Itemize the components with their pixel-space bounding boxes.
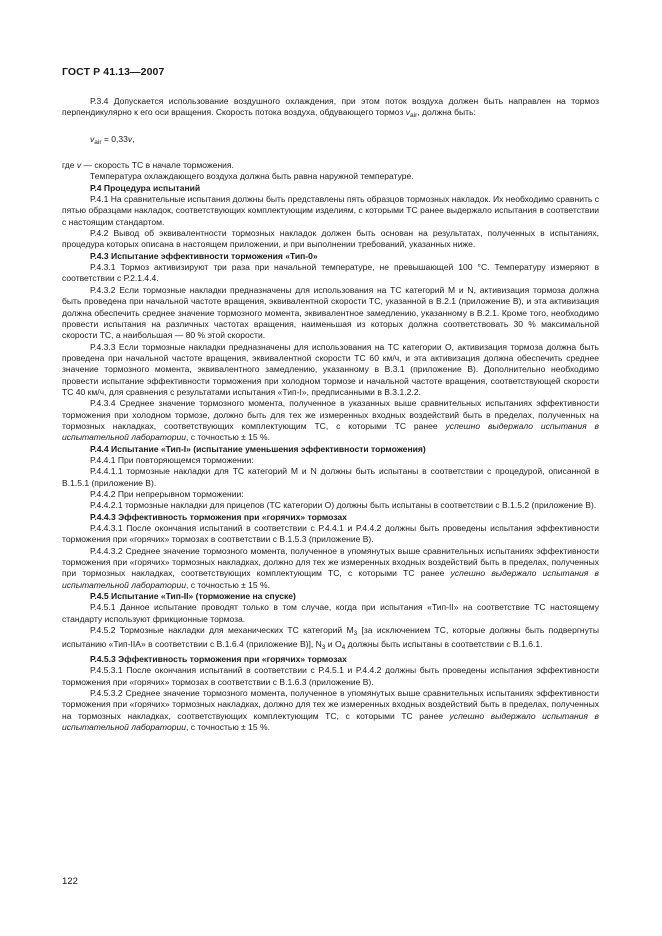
heading-p4: Р.4 Процедура испытаний [90, 182, 201, 193]
paragraph-p4-1: Р.4.1 На сравнительные испытания должны быть представлены пять образцов тормозных накладок. Их необходимо сравнить с пятью образцами накладок, соответствующих комплектующим изделиям, с которыми ТС ранее выдержало испытания в соответствии с настоящим стандартом. [62, 194, 599, 227]
document-header: ГОСТ Р 41.13—2007 [62, 66, 165, 78]
page-number: 122 [62, 876, 78, 887]
paragraph-p4-4-3-1: Р.4.4.3.1 После окончания испытаний в соответствии с Р.4.4.1 и Р.4.4.2 должны быть проведены испытания эффективности торможения при «горячих» тормозах в соответствии с В.1.5.3 (приложение В). [62, 523, 599, 545]
paragraph-p4-3-2: Р.4.3.2 Если тормозные накладки предназначены для использования на ТС категорий М и N, активизация тормоза должна быть проведена при начальной частоте вращения, эквивалентной скорости ТС, указанной в В.2.1 (приложение В), и эта активизация должна обеспечить среднее значение тормозного момента, эквивалентное замедлению, указанному в В.2.1. Кроме того, необходимо провести испытания на различных частотах вращения, наименьшая из которых должна соответствовать 30 % максимальной скорости ТС, а наибольшая — 80 % этой скорости. [62, 284, 599, 341]
paragraph-p4-3-1: Р.4.3.1 Тормоз активизируют три раза при начальной температуре, не превышающей 100 °С. Температуру измеряют в соответствии с Р.2.1.4.4. [62, 262, 599, 284]
paragraph-p4-5-2: Р.4.5.2 Тормозные накладки для механических ТС категорий $М_3$ [за исключением ТС, которые должны быть подвергнуты испытанию «Тип-IIА» в соответствии с В.1.6.4 (приложение В)], $N_3$ и $О_4$ должны быть испытаны в соответствии с В.1.6.1. [62, 625, 599, 652]
heading-p4-4: Р.4.4 Испытание «Тип-I» (испытание уменьшения эффективности торможения) [90, 443, 426, 454]
heading-p4-5-3: Р.4.5.3 Эффективность торможения при «горячих» тормозах [90, 653, 347, 664]
paragraph-p3-4: Р.3.4 Допускается использование воздушного охлаждения, при этом поток воздуха должен быть направлен на тормоз перпендикулярно к его оси вращения. Скорость потока воздуха, обдувающего тормоз $v_{air}$, должна быть: [62, 96, 599, 120]
paragraph-where-v: где v — скорость ТС в начале торможения. [62, 160, 234, 171]
paragraph-p4-2: Р.4.2 Вывод об эквивалентности тормозных накладок должен быть основан на результатах, полученных в испытаниях, процедура которых описана в настоящем приложении, и при выполнении требований, указанных ниже. [62, 228, 599, 250]
paragraph-p4-5-3-2: Р.4.5.3.2 Среднее значение тормозного момента, полученное в упомянутых выше сравнительных испытаниях эффективности торможения при «горячих» тормозных накладках, должно для тех же измеренных входных воздействий быть в пределах, полученных на тормозных накладках, соответствующих комплектующим ТС, с которыми ТС ранее успешно выдержало испытания в испытательной лаборатории, с точностью ± 15 %. [62, 687, 599, 732]
paragraph-p4-4-1: Р.4.4.1 При повторяющемся торможении: [90, 454, 254, 465]
paragraph-p4-3-4: Р.4.3.4 Среднее значение тормозного момента, полученное в указанных выше сравнительных испытаниях эффективности торможения при холодном тормозе, должно быть для тех же измеренных входных воздействий быть в пределах, полученных на тормозных накладках, соответствующих комплектующим ТС, с которыми ТС ранее успешно выдержало испытания в испытательной лаборатории, с точностью ± 15 %. [62, 398, 599, 443]
paragraph-p4-5-1: Р.4.5.1 Данное испытание проводят только в том случае, когда при испытания «Тип-II» на соответствие ТС настоящему стандарту используют фрикционные тормоза. [62, 602, 599, 624]
paragraph-p4-4-3-2: Р.4.4.3.2 Среднее значение тормозного момента, полученное в упомянутых выше сравнительных испытаниях эффективности торможения при «горячих» тормозных накладках, должно для тех же измеренных входных воздействий быть в пределах, полученных при тормозных накладках, соответствующих комплектующим ТС, с которыми ТС ранее успешно выдержало испытания в испытательной лаборатории, с точностью ± 15 %. [62, 545, 599, 590]
paragraph-air-temperature: Температура охлаждающего воздуха должна быть равна наружной температуре. [90, 171, 414, 182]
paragraph-p4-5-3-1: Р.4.5.3.1 После окончания испытаний в соответствии с Р.4.5.1 и Р.4.4.2 должны быть проведены испытания эффективности торможения при «горячих» тормозах в соответствии с В.1.6.3 (приложение В). [62, 665, 599, 687]
paragraph-p4-4-1-1: Р.4.4.1.1 тормозные накладки для ТС категорий М и N должны быть испытаны в соответствии с процедурой, описанной в В.1.5.1 (приложение В). [62, 466, 599, 488]
heading-p4-5: Р.4.5 Испытание «Тип-II» (торможение на спуске) [90, 591, 296, 602]
document-body [62, 96, 599, 733]
paragraph-p4-3-3: Р.4.3.3 Если тормозные накладки предназначены для использования на ТС категории О, активизация тормоза должна быть проведена при начальной частоте вращения, эквивалентной скорости ТС 60 км/ч, и эта активизация должна обеспечить среднее значение тормозного момента, эквивалентного замедлению, указанному в В.3.1 (приложение В). Дополнительно необходимо провести испытание эффективности торможения при холодном тормозе и начальной частоте вращения, соответствующей скорости ТС 40 км/ч, для сравнения с результатами испытания «Тип-I», предписанными в В.3.1.2.2. [62, 341, 599, 397]
paragraph-p4-4-2-1: Р.4.4.2.1 тормозные накладки для прицепов (ТС категории О) должны быть испытаны в соответствии с В.1.5.2 (приложение В). [90, 500, 597, 511]
heading-p4-4-3: Р.4.4.3 Эффективность торможения при «горячих» тормозах [90, 511, 347, 522]
formula-vair: $v_{air} = 0,33v$, [90, 133, 135, 146]
heading-p4-3: Р.4.3 Испытание эффективности торможения «Тип-0» [90, 250, 318, 261]
paragraph-p4-4-2: Р.4.4.2 При непрерывном торможении: [90, 489, 244, 499]
